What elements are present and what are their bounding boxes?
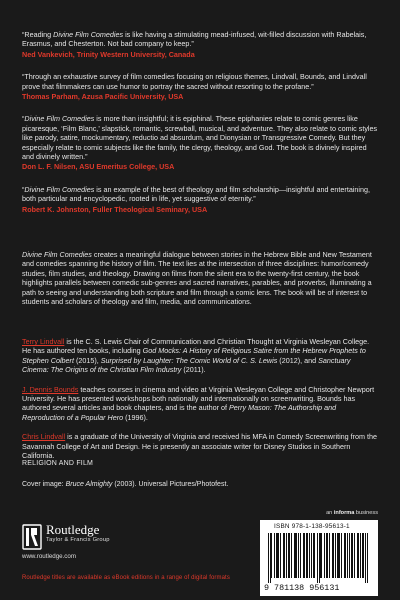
author-name: Chris Lindvall	[22, 432, 66, 442]
barcode-bar	[321, 533, 322, 578]
barcode-bar	[268, 533, 269, 583]
barcode-bar	[304, 533, 305, 578]
barcode-bar	[367, 533, 368, 583]
book-title-italic: Divine Film Comedies	[24, 184, 95, 194]
publisher-url: www.routledge.com	[22, 553, 76, 560]
barcode-bar	[319, 533, 320, 583]
barcode-bar	[363, 533, 364, 578]
barcode-bar	[307, 533, 308, 578]
barcode-bar	[286, 533, 287, 578]
barcode-bar	[326, 533, 327, 578]
barcode-bar	[271, 533, 272, 578]
endorsement-quote	[22, 30, 378, 59]
quote-attribution: Ned Vankevich, Trinity Western University, Canada	[22, 49, 195, 59]
barcode-bar	[341, 533, 342, 578]
barcode-bar	[351, 533, 352, 578]
subject-category: RELIGION AND FILM	[22, 460, 94, 467]
barcode-bar	[332, 533, 333, 578]
barcode-bar	[300, 533, 301, 578]
barcode-bar	[360, 533, 361, 578]
barcode-bar	[339, 533, 340, 578]
routledge-logo-icon	[22, 524, 42, 550]
book-title-italic: Divine Film Comedies	[53, 30, 124, 39]
barcode-bar	[291, 533, 292, 578]
barcode-bar	[324, 533, 325, 578]
barcode-bar	[306, 533, 307, 578]
barcode-bar	[274, 533, 275, 578]
quote-attribution: Don L. F. Nilsen, ASU Emeritus College, USA	[22, 162, 175, 172]
barcode-bar	[365, 533, 366, 583]
author-bio: Chris Lindvall is a graduate of the University of Virginia and received his MFA in Comedy Screenwriting from the Savannah College of Art and Design. He is presently an associate writer for Disney Studios in Southern California.	[22, 432, 378, 461]
barcode-bar	[320, 533, 321, 578]
barcode-bar	[277, 533, 278, 578]
isbn-label: ISBN 978-1-138-95613-1	[274, 523, 350, 530]
publisher-name: Routledge	[46, 522, 100, 537]
book-title-italic: Divine Film Comedies	[24, 114, 95, 124]
informa-business-line: an informa business	[326, 510, 378, 516]
barcode-bar	[276, 533, 277, 578]
barcode-bar	[349, 533, 350, 578]
barcode-bar	[338, 533, 339, 578]
barcode-bar	[278, 533, 279, 578]
cover-image-credit: Cover image: Bruce Almighty (2003). Universal Pictures/Photofest.	[22, 481, 229, 488]
quote-attribution: Thomas Parham, Azusa Pacific University, USA	[22, 92, 184, 102]
author-bios	[22, 337, 378, 470]
author-bio: J. Dennis Bounds teaches courses in cinema and video at Virginia Wesleyan College and Christopher Newport University. He has presented workshops both nationally and internationally on screenwriting. Bounds has authored several articles and book chapters, and is the author of Perry Mason: The Authorship and Reproduction of a Popular Hero (1996).	[22, 384, 375, 422]
barcode-bar	[296, 533, 297, 578]
film-title-italic: Bruce Almighty	[65, 481, 113, 488]
barcode-bar	[288, 533, 289, 578]
barcode-bar	[362, 533, 363, 578]
barcode-digits: 9 781138 956131	[264, 583, 340, 593]
barcode-bar	[311, 533, 312, 578]
barcode-bar	[333, 533, 334, 578]
barcode-bar	[314, 533, 315, 578]
barcode-bar	[309, 533, 310, 578]
barcode-bar	[284, 533, 285, 578]
publisher-group: Taylor & Francis Group	[46, 537, 110, 543]
quote-text: “Divine Film Comedies is more than insightful; it is epiphinal. These epiphanies relate to comic genres like picaresque, ‘Film Blanc,’ slapstick, romantic, screwball, musical, and adventure. They also relate to comic styles like parody, satire, mockumentary, reductio ad absurdum, and Dionysian or Transgressive Comedy. But they especially relate to comic subjects like the family, the clergy, theology, and God. The book is divinely inspired and divinely written.”	[22, 114, 378, 162]
barcode-bar	[303, 533, 304, 578]
barcode-bar	[329, 533, 330, 578]
barcode-bar	[358, 533, 359, 578]
endorsement-quote	[22, 72, 378, 101]
barcode-bar	[317, 533, 318, 583]
barcode-bar	[289, 533, 290, 578]
endorsement-quotes	[22, 30, 378, 227]
barcode-bar	[337, 533, 338, 578]
quote-attribution: Robert K. Johnston, Fuller Theological Seminary, USA	[22, 204, 208, 214]
barcode-bar	[283, 533, 284, 578]
quote-text: “Through an exhaustive survey of film comedies focusing on religious themes, Lindvall, Bounds, and Lindvall prove that filmmakers can use humor to portray the sacred without resorting to the profane.”	[22, 72, 367, 91]
barcode-bar	[335, 533, 336, 578]
barcode-bar	[313, 533, 314, 578]
barcode-bar	[357, 533, 358, 578]
book-title-italic: Divine Film Comedies	[22, 250, 92, 259]
author-name: Terry Lindvall	[22, 337, 65, 346]
endorsement-quote	[22, 185, 378, 214]
author-name: J. Dennis Bounds	[22, 384, 79, 394]
book-description: Divine Film Comedies creates a meaningful dialogue between stories in the Hebrew Bible and New Testament and comedies spanning the history of film. The text lies at the intersection of three disciplines: humor/comedy studies, film studies, and theology. Drawing on films from the silent era to the twenty-first century, the book highlights parallels between comedic sub-genres and sacred narratives, parables, and proverbs, illuminating a path to seeing and understanding both scripture and film through a comic lens. The book will be of interest to students and scholars of theology and film, media, and communications.	[22, 250, 372, 307]
barcode-bar	[354, 533, 355, 578]
barcode-bar	[270, 533, 271, 583]
barcode-bar	[344, 533, 345, 578]
barcode-bar	[352, 533, 353, 578]
barcode-bar	[294, 533, 295, 578]
ebook-note: Routledge titles are available as eBook editions in a range of digital formats	[22, 575, 230, 581]
endorsement-quote	[22, 114, 378, 171]
barcode-bar	[345, 533, 346, 578]
barcode-bar	[298, 533, 299, 578]
barcode-bar	[280, 533, 281, 578]
barcode-bar	[347, 533, 348, 578]
author-bio: Terry Lindvall is the C. S. Lewis Chair of Communication and Christian Thought at Virginia Wesleyan College. He has authored ten books, including God Mocks: A History of Religious Satire from the Hebrew Prophets to Stephen Colbert (2015), Surprised by Laughter: The Comic World of C. S. Lewis (2012), and Sanctuary Cinema: The Origins of the Christian Film Industry (2011).	[22, 337, 370, 375]
barcode-bars	[268, 533, 370, 583]
quote-text: “Reading Divine Film Comedies is like having a stimulating mead-infused, wit-filled discussion with Rabelais, Erasmus, and Chesterton. Not bad company to keep.”	[22, 30, 367, 49]
barcode-bar	[295, 533, 296, 578]
barcode-panel	[260, 510, 378, 596]
quote-text: “Divine Film Comedies is an example of the best of theology and film scholarship—insightful and entertaining, both particular and encyclopedic, rooted in life, yet suggestive of eternity.”	[22, 184, 370, 204]
isbn-barcode	[260, 520, 378, 596]
barcode-bar	[327, 533, 328, 578]
